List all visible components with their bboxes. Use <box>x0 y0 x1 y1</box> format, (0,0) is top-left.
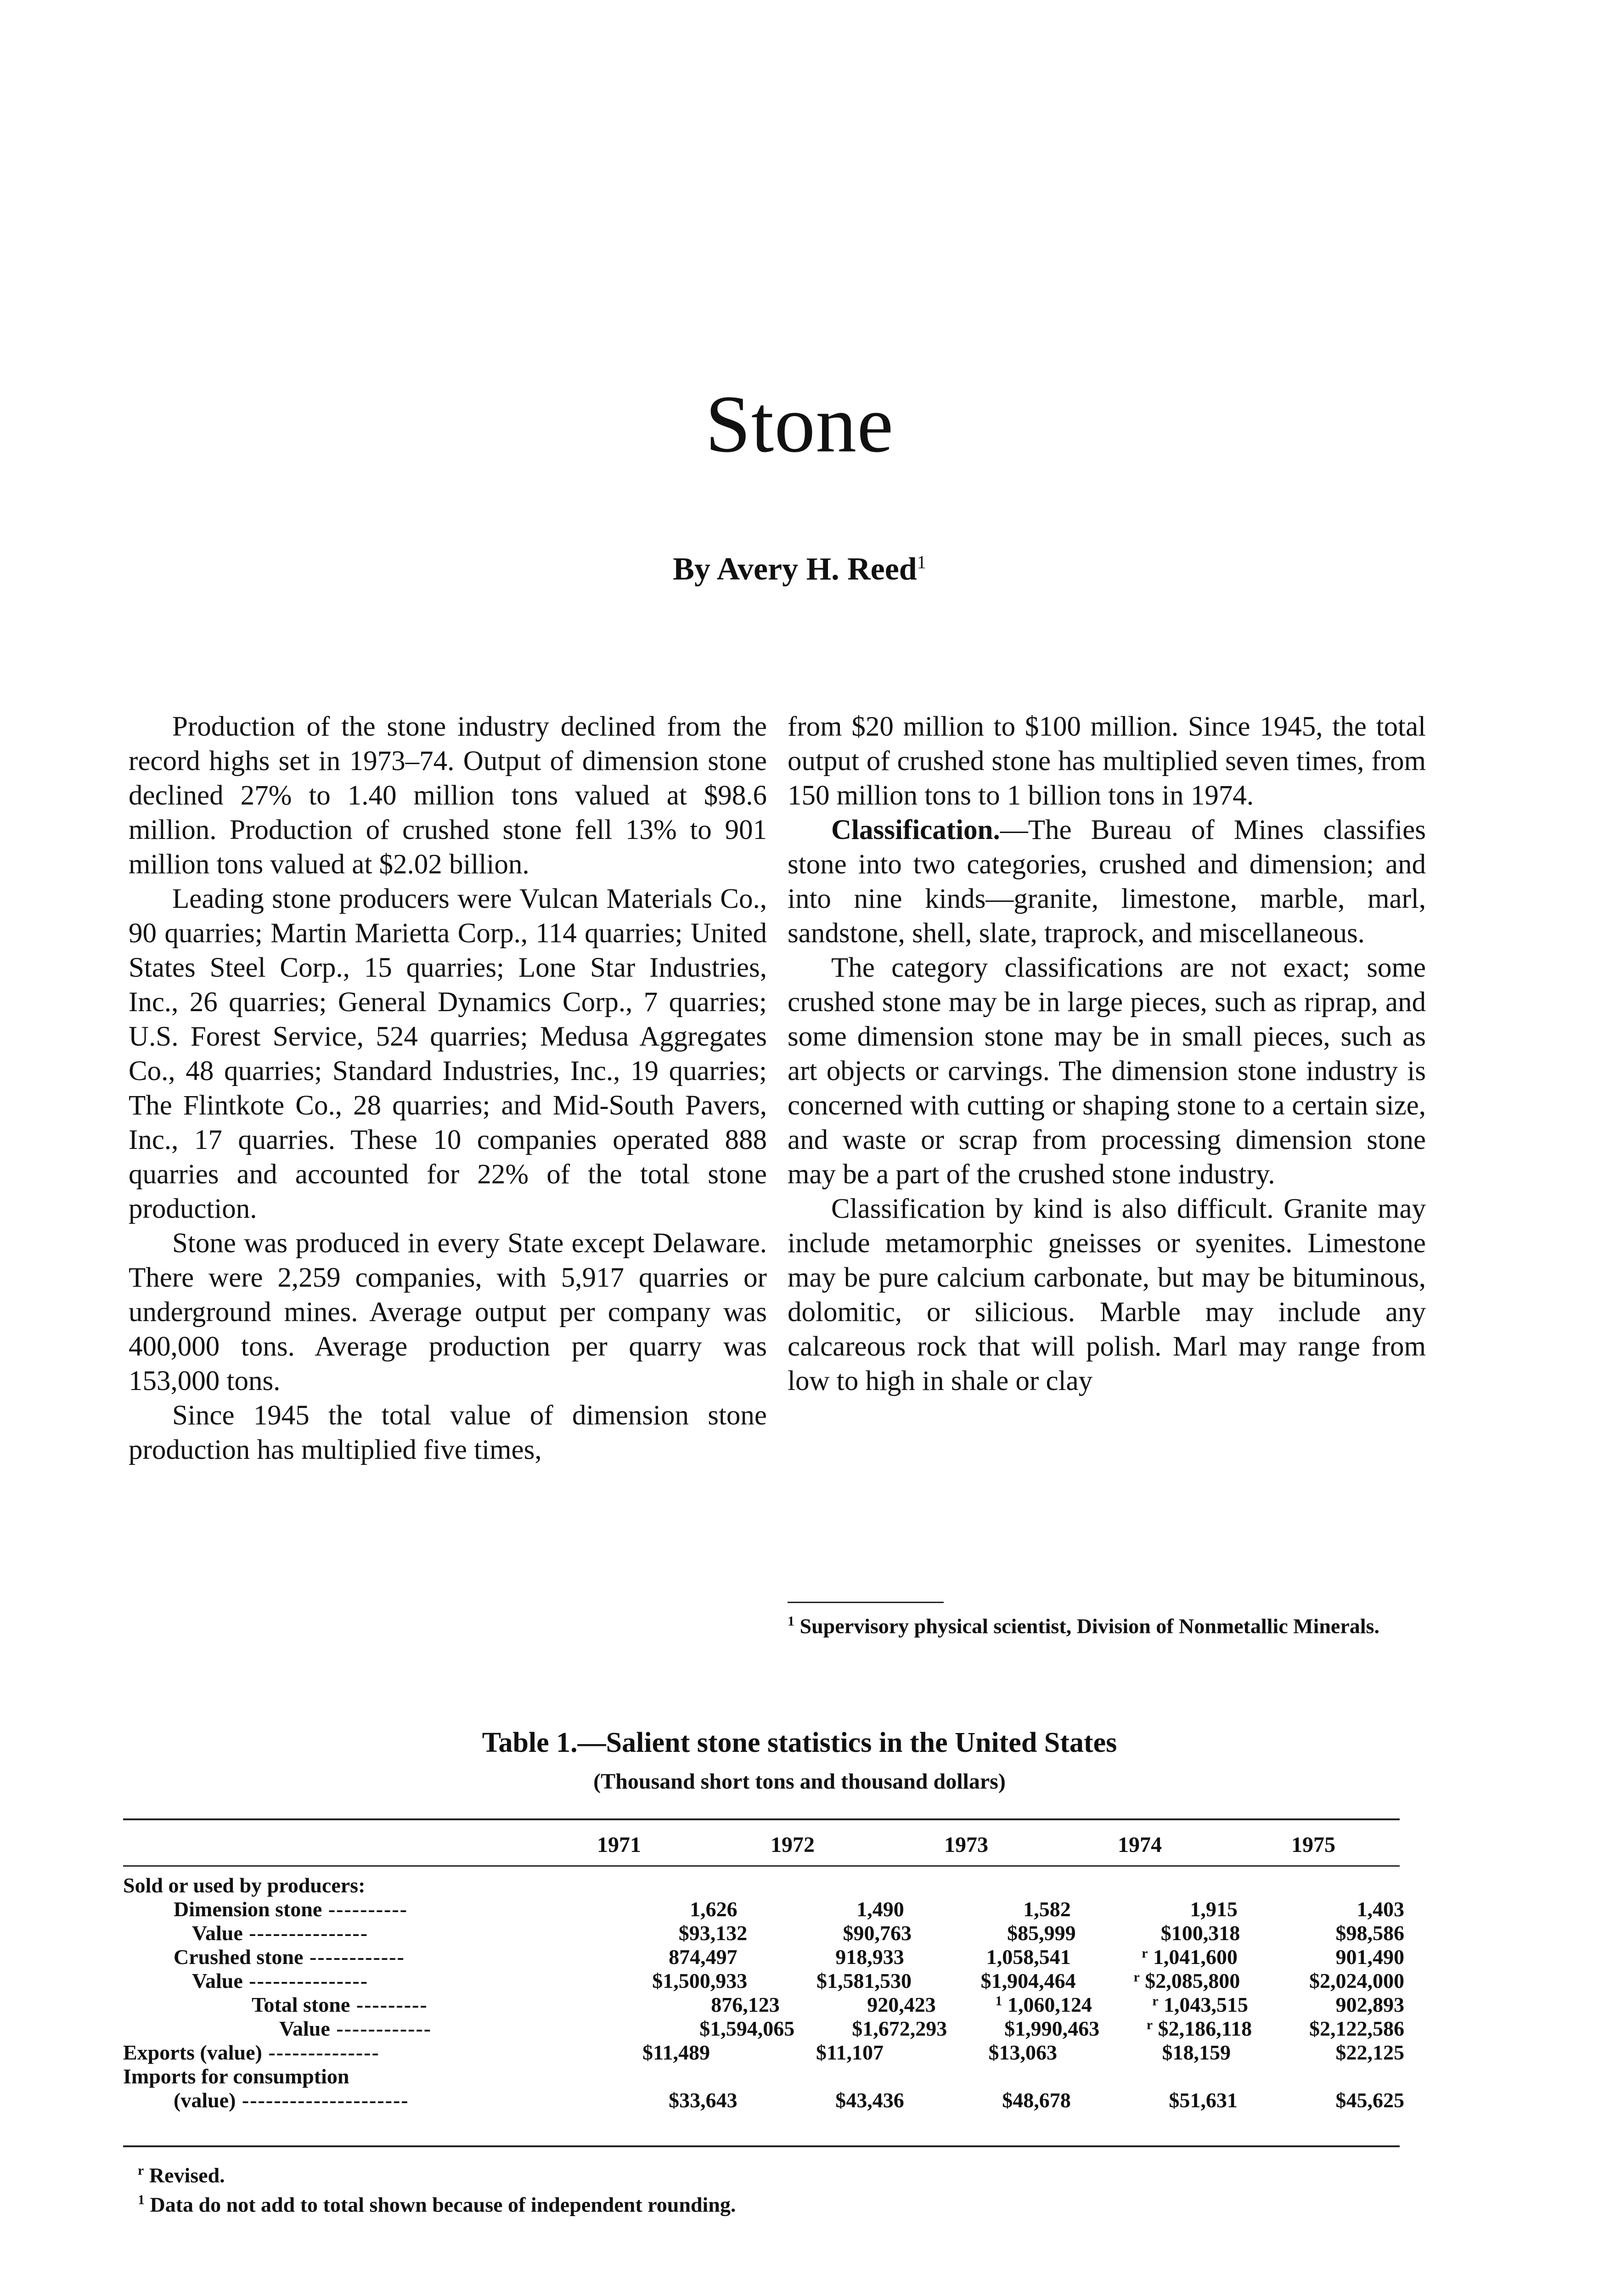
table-cell <box>936 1993 1092 2017</box>
table-cell <box>884 2065 1057 2088</box>
table-note <box>138 2188 1378 2217</box>
table-cell <box>738 1945 904 1969</box>
leader-dots: ------------ <box>330 2017 432 2040</box>
table-cell <box>1071 1945 1238 1969</box>
cell-value: $18,159 <box>1162 2041 1231 2064</box>
row-label-text: Total stone <box>252 1993 350 2016</box>
table-cell <box>536 1874 710 1897</box>
cell-mark: r <box>1142 1946 1148 1961</box>
row-label-text: Crushed stone <box>174 1945 304 1969</box>
cell-value: $1,672,293 <box>852 2017 947 2040</box>
cell-value: $90,763 <box>843 1921 912 1945</box>
table-cell <box>1238 1897 1404 1921</box>
cell-value: 1,058,541 <box>986 1945 1071 1969</box>
table-cell <box>1252 2017 1404 2041</box>
note-text: Data do not add to total shown because of independent rounding. <box>150 2193 736 2217</box>
cell-value: $11,107 <box>816 2041 884 2064</box>
leader-dots: ---------- <box>322 1897 408 1921</box>
table-cell <box>738 2088 904 2112</box>
cell-value: $11,489 <box>642 2041 710 2064</box>
row-label <box>123 1921 583 1945</box>
table-cell <box>583 1921 748 1945</box>
table-cell <box>1231 1874 1404 1897</box>
table-cell <box>747 1969 912 1993</box>
table-cell <box>571 2088 738 2112</box>
row-label <box>123 2041 536 2065</box>
table-cell <box>1076 1921 1240 1945</box>
table-title: Table 1.—Salient stone statistics in the United States <box>482 1727 1117 1758</box>
table-note <box>138 2158 1378 2188</box>
table-cell <box>1240 1921 1404 1945</box>
table-row <box>123 1993 1404 2017</box>
cell-value: 920,423 <box>867 1993 936 2016</box>
cell-mark: 1 <box>995 1993 1002 2009</box>
table-cell <box>710 1874 884 1897</box>
cell-value: 902,893 <box>1335 1993 1404 2016</box>
table-cell <box>947 2017 1099 2041</box>
row-label <box>123 1969 583 1993</box>
cell-value: $1,904,464 <box>980 1969 1076 1992</box>
paragraph: Production of the stone industry declined from the record highs set in 1973–74. Output of dimension stone declined 27% to 1.40 million tons valued at $98.6 million. Production of crushed stone fell 13% to 901 million tons valued at $2.02 billion. <box>129 711 767 880</box>
table-cell <box>747 1921 912 1945</box>
row-label <box>123 1993 624 2017</box>
table-cell <box>1231 2065 1404 2088</box>
table-cell <box>1238 1945 1404 1969</box>
table-cell <box>1057 2041 1231 2065</box>
leader-dots: --------- <box>350 1993 428 2016</box>
table-cell <box>738 1897 904 1921</box>
table-cell <box>642 2017 794 2041</box>
paragraph: Since 1945 the total value of dimension stone production has multiplied five times, <box>129 1400 767 1465</box>
year-header: 1972 <box>771 1833 815 1857</box>
table-row <box>123 2041 1404 2065</box>
table-cell <box>912 1921 1076 1945</box>
table-cell <box>794 2017 947 2041</box>
cell-value: $2,186,118 <box>1158 2017 1252 2040</box>
year-header: 1974 <box>1118 1833 1162 1857</box>
table-cell <box>536 2041 710 2065</box>
footnote-mark: 1 <box>788 1614 794 1629</box>
table-cell <box>1057 1874 1231 1897</box>
table-row <box>123 1897 1404 1921</box>
table-cell <box>1238 2088 1404 2112</box>
leader-dots: --------------------- <box>236 2088 409 2112</box>
cell-value: $33,643 <box>669 2088 738 2112</box>
row-label <box>123 2088 571 2112</box>
table-cell <box>904 1945 1071 1969</box>
row-label-text: Sold or used by producers: <box>123 1874 366 1897</box>
table-row <box>123 1969 1404 1993</box>
paragraph: Classification by kind is also difficult. Granite may include metamorphic gneisses or syenites. Limestone may be pure calcium carbonate, but may be bituminous, dolomitic, or silicious. Marble may include any calcareous rock that will polish. Marl may range from low to high in shale or clay <box>788 1193 1426 1396</box>
section-run-in-heading: Classification. <box>831 815 1000 845</box>
row-label-text: (value) <box>174 2088 236 2112</box>
table-cell <box>1099 2017 1252 2041</box>
table-row <box>123 1874 1404 1897</box>
table-cell <box>571 1945 738 1969</box>
table-cell <box>624 1993 780 2017</box>
author-footnote-mark: 1 <box>917 551 926 573</box>
classification-text: —The Bureau of Mines classifies stone into two categories, crushed and dimension; and into nine kinds—granite, limestone, marble, marl, sandstone, shell, slate, traprock, and miscellaneous. <box>788 815 1426 949</box>
table-cell <box>1071 2088 1238 2112</box>
table-cell <box>710 2065 884 2088</box>
cell-value: 876,123 <box>711 1993 780 2016</box>
footnote-text: Supervisory physical scientist, Division of Nonmetallic Minerals. <box>800 1614 1379 1638</box>
row-label <box>123 1945 571 1969</box>
leader-dots: -------------- <box>262 2041 380 2064</box>
cell-value: 918,933 <box>835 1945 904 1969</box>
byline <box>0 551 1599 588</box>
row-label <box>123 2017 642 2041</box>
leader-dots: --------------- <box>242 1921 369 1945</box>
table-cell <box>904 2088 1071 2112</box>
row-label-text: Value <box>279 2017 330 2040</box>
table-cell <box>536 2065 710 2088</box>
paragraph: The category classifications are not exact; some crushed stone may be in large pieces, such as riprap, and some dimension stone may be in small pieces, such as art objects or carvings. The dimension stone industry is concerned with cutting or shaping stone to a certain size, and waste or scrap from processing dimension stone may be a part of the crushed stone industry. <box>788 952 1426 1190</box>
table-bottom-rule <box>123 2145 1400 2147</box>
cell-value: 874,497 <box>669 1945 738 1969</box>
table-cell <box>1231 2041 1404 2065</box>
cell-value: $43,436 <box>835 2088 904 2112</box>
table-cell <box>1240 1969 1404 1993</box>
table-cell <box>780 1993 936 2017</box>
row-label-text: Value <box>192 1921 243 1945</box>
leader-dots: --------------- <box>242 1969 369 1992</box>
paragraph-continuation: from $20 million to $100 million. Since 1945, the total output of crushed stone has multiplied seven times, from 150 million tons to 1 billion tons in 1974. <box>788 711 1426 811</box>
article-title: Stone <box>705 378 894 469</box>
note-text: Revised. <box>149 2163 225 2187</box>
table-cell <box>884 1874 1057 1897</box>
leader-dots: ------------ <box>303 1945 405 1969</box>
table-top-rule <box>123 1818 1400 1820</box>
table-notes <box>138 2158 1378 2217</box>
table-cell <box>1076 1969 1240 1993</box>
row-label <box>123 1874 536 1897</box>
cell-mark: r <box>1152 1993 1159 2009</box>
paragraph-classification <box>788 813 1426 951</box>
table-row <box>123 1945 1404 1969</box>
note-mark: r <box>138 2163 144 2178</box>
table-subtitle: (Thousand short tons and thousand dollars) <box>593 1769 1006 1794</box>
note-mark: 1 <box>138 2192 145 2208</box>
cell-value: $98,586 <box>1335 1921 1404 1945</box>
cell-value: $1,581,530 <box>816 1969 912 1992</box>
cell-mark: r <box>1133 1970 1140 1985</box>
cell-value: 1,490 <box>856 1897 904 1921</box>
table-cell <box>1057 2065 1231 2088</box>
cell-value: $2,085,800 <box>1145 1969 1240 1992</box>
row-label-text: Exports (value) <box>123 2041 262 2064</box>
cell-value: 1,403 <box>1357 1897 1404 1921</box>
right-column <box>788 709 1426 1398</box>
cell-value: 1,060,124 <box>1007 1993 1092 2016</box>
table-row <box>123 2065 1404 2088</box>
cell-value: $13,063 <box>988 2041 1057 2064</box>
row-label-text: Dimension stone <box>174 1897 322 1921</box>
table-row <box>123 2017 1404 2041</box>
year-header: 1975 <box>1291 1833 1335 1857</box>
cell-value: 901,490 <box>1335 1945 1404 1969</box>
row-label-text: Imports for consumption <box>123 2065 349 2088</box>
cell-value: $1,500,933 <box>652 1969 748 1992</box>
year-header: 1971 <box>597 1833 641 1857</box>
cell-value: 1,915 <box>1190 1897 1238 1921</box>
cell-mark: r <box>1146 2017 1153 2032</box>
year-header: 1973 <box>944 1833 988 1857</box>
left-column <box>129 709 767 1467</box>
cell-value: $93,132 <box>678 1921 748 1945</box>
row-label <box>123 1897 571 1921</box>
cell-value: $1,594,065 <box>699 2017 795 2040</box>
table-row <box>123 2088 1404 2112</box>
cell-value: 1,041,600 <box>1153 1945 1238 1969</box>
table-cell <box>710 2041 884 2065</box>
author-footnote <box>788 1609 1426 1638</box>
cell-value: $51,631 <box>1169 2088 1238 2112</box>
cell-value: 1,626 <box>690 1897 738 1921</box>
cell-value: 1,043,515 <box>1163 1993 1248 2016</box>
table-cell <box>1071 1897 1238 1921</box>
footnote-rule <box>788 1602 944 1603</box>
paragraph: Stone was produced in every State except Delaware. There were 2,259 companies, with 5,917 quarries or underground mines. Average output per company was 400,000 tons. Average production per quarry was 153,000 tons. <box>129 1228 767 1396</box>
table-body <box>123 1874 1404 2112</box>
cell-value: $22,125 <box>1335 2041 1404 2064</box>
table-cell <box>904 1897 1071 1921</box>
cell-value: $100,318 <box>1160 1921 1240 1945</box>
cell-value: $2,122,586 <box>1309 2017 1405 2040</box>
cell-value: $45,625 <box>1335 2088 1404 2112</box>
table-cell <box>912 1969 1076 1993</box>
cell-value: $2,024,000 <box>1309 1969 1404 1992</box>
paragraph: Leading stone producers were Vulcan Materials Co., 90 quarries; Martin Marietta Corp., 114 quarries; United States Steel Corp., 15 quarries; Lone Star Industries, Inc., 26 quarries; General Dynamics Corp., 7 quarries; U.S. Forest Service, 524 quarries; Medusa Aggregates Co., 48 quarries; Standard Industries, Inc., 19 quarries; The Flintkote Co., 28 quarries; and Mid-South Pavers, Inc., 17 quarries. These 10 companies operated 888 quarries and accounted for 22% of the total stone production. <box>129 884 767 1224</box>
table-cell <box>583 1969 748 1993</box>
cell-value: 1,582 <box>1023 1897 1071 1921</box>
table-cell <box>884 2041 1057 2065</box>
cell-value: $48,678 <box>1002 2088 1071 2112</box>
header-rule <box>123 1865 1400 1867</box>
row-label <box>123 2065 536 2088</box>
table-row <box>123 1921 1404 1945</box>
table-cell <box>1248 1993 1404 2017</box>
author-name: By Avery H. Reed <box>673 551 917 587</box>
table-cell <box>1092 1993 1248 2017</box>
cell-value: $85,999 <box>1007 1921 1076 1945</box>
table-cell <box>571 1897 738 1921</box>
row-label-text: Value <box>192 1969 243 1992</box>
cell-value: $1,990,463 <box>1004 2017 1100 2040</box>
